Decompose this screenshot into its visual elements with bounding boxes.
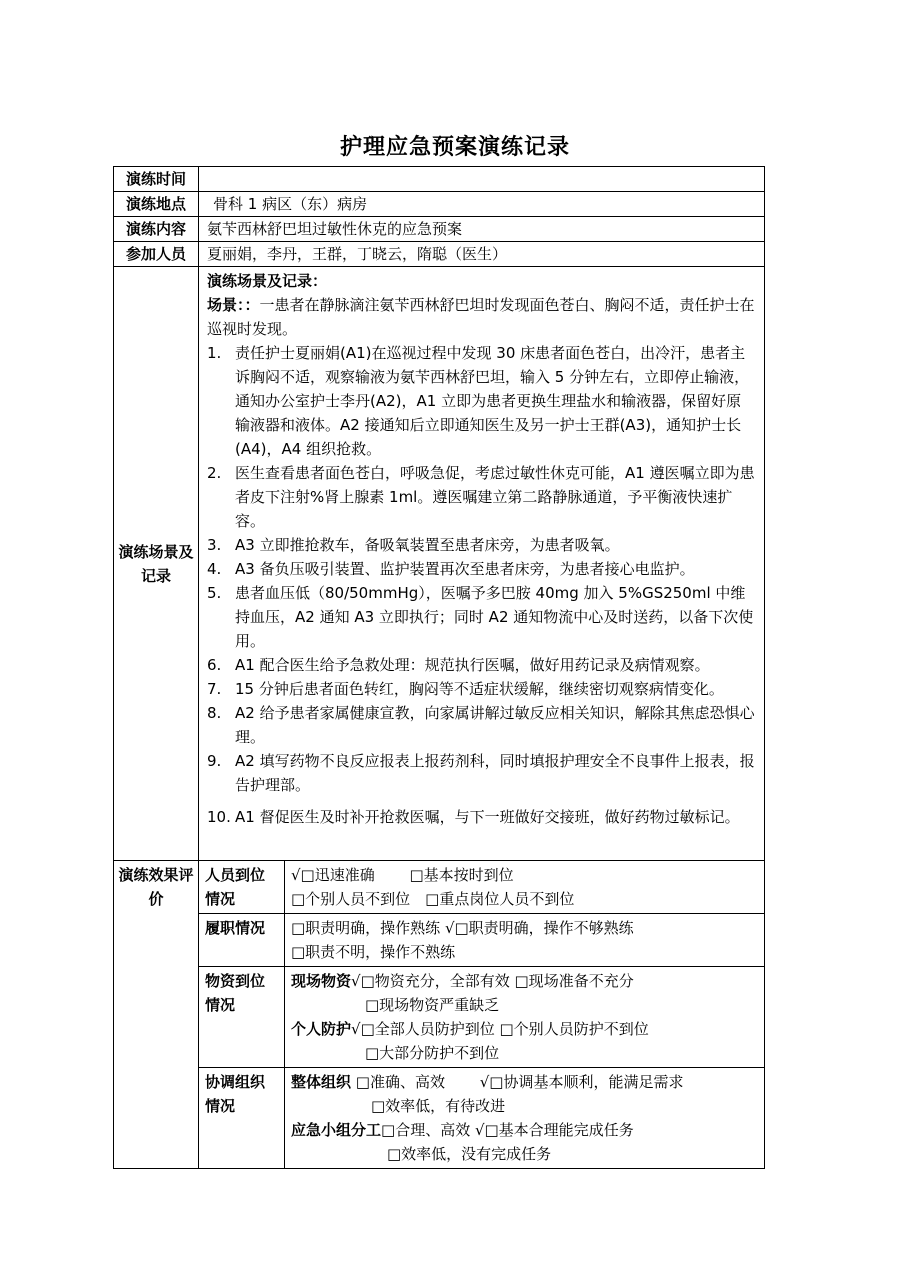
row-content — [114, 217, 765, 242]
step-number: 9. — [207, 752, 222, 770]
step-text: 责任护士夏丽娟(A1)在巡视过程中发现 30 床患者面色苍白，出冷汗，患者主诉胸闷不适，观察输液为氨苄西林舒巴坦，输入 5 分钟左右，立即停止输液，通知办公室护士李丹(A2)，A1 立即为患者更换生理盐水和输液器，保留好原输液器和液体。A2 接通知后立即通知医生及另一护士王群(A3)，通知护士长(A4)，A4 组织抢救。 — [235, 344, 750, 458]
step-text: A2 给予患者家属健康宣教，向家属讲解过敏反应相关知识，解除其焦虑恐惧心理。 — [235, 704, 755, 746]
step-number: 7. — [207, 680, 222, 698]
step-item — [207, 341, 756, 461]
personal-options-1: √□全部人员防护到位 □个别人员防护不到位 — [351, 1020, 649, 1038]
drill-record-table — [113, 166, 765, 1169]
step-item — [207, 581, 756, 653]
row-eval-duty — [114, 914, 765, 967]
step-item — [207, 749, 756, 797]
participants-label: 参加人员 — [114, 242, 199, 267]
content-value: 氨苄西林舒巴坦过敏性休克的应急预案 — [199, 217, 765, 242]
overall-options-1: □准确、高效 √□协调基本顺利，能满足需求 — [351, 1073, 684, 1091]
row-eval-staff — [114, 861, 765, 914]
team-options-2: □效率低，没有完成任务 — [387, 1145, 552, 1163]
step-number: 2. — [207, 464, 222, 482]
step-text: 患者血压低（80/50mmHg），医嘱予多巴胺 40mg 加入 5%GS250ml 中维持血压，A2 通知 A3 立即执行；同时 A2 通知物流中心及时送药，以备下次使用。 — [235, 584, 754, 650]
duty-label: 履职情况 — [199, 914, 285, 967]
step-text: A1 督促医生及时补开抢救医嘱，与下一班做好交接班，做好药物过敏标记。 — [235, 808, 740, 826]
time-label: 演练时间 — [114, 167, 199, 192]
staff-options-1: √□迅速准确 □基本按时到位 — [291, 866, 514, 884]
step-item — [207, 653, 756, 677]
staff-options-2: □个别人员不到位 □重点岗位人员不到位 — [291, 890, 575, 908]
duty-options-2: □职责不明，操作不熟练 — [291, 943, 456, 961]
staff-label: 人员到位情况 — [199, 861, 285, 914]
location-label: 演练地点 — [114, 192, 199, 217]
material-label: 物资到位情况 — [199, 967, 285, 1068]
onsite-label: 现场物资 — [291, 972, 352, 990]
steps-list — [207, 341, 756, 829]
personal-options-2: □大部分防护不到位 — [365, 1044, 500, 1062]
step-item — [207, 701, 756, 749]
step-number: 10. — [207, 808, 231, 826]
scene-label: 场景：： — [207, 296, 260, 314]
step-item — [207, 805, 756, 829]
step-number: 6. — [207, 656, 222, 674]
staff-content — [285, 861, 765, 914]
coordination-label: 协调组织情况 — [199, 1068, 285, 1169]
step-number: 4. — [207, 560, 222, 578]
scenario-heading: 演练场景及记录： — [207, 272, 328, 290]
scenario-content — [199, 267, 765, 861]
step-number: 8. — [207, 704, 222, 722]
row-scenario — [114, 267, 765, 861]
material-content — [285, 967, 765, 1068]
duty-options-1: □职责明确，操作熟练 √□职责明确，操作不够熟练 — [291, 919, 634, 937]
step-text: A2 填写药物不良反应报表上报药剂科，同时填报护理安全不良事件上报表，报告护理部。 — [235, 752, 755, 794]
onsite-options-1: √□物资充分，全部有效 □现场准备不充分 — [351, 972, 634, 990]
scene-paragraph — [207, 293, 756, 341]
personal-label: 个人防护 — [291, 1020, 352, 1038]
row-eval-material — [114, 967, 765, 1068]
step-text: A3 立即推抢救车，备吸氧装置至患者床旁，为患者吸氧。 — [235, 536, 620, 554]
row-participants — [114, 242, 765, 267]
step-text: A1 配合医生给予急救处理：规范执行医嘱，做好用药记录及病情观察。 — [235, 656, 710, 674]
team-label: 应急小组分工 — [291, 1121, 382, 1139]
team-options-1: □合理、高效 √□基本合理能完成任务 — [381, 1121, 634, 1139]
location-value: 骨科 1 病区（东）病房 — [199, 192, 765, 217]
duty-content — [285, 914, 765, 967]
time-value — [199, 167, 765, 192]
step-number: 3. — [207, 536, 222, 554]
evaluation-label: 演练效果评价 — [114, 861, 199, 1169]
scenario-label: 演练场景及记录 — [114, 267, 199, 861]
step-number: 1. — [207, 344, 222, 362]
overall-line-1 — [291, 1070, 758, 1094]
step-number: 5. — [207, 584, 222, 602]
coordination-content — [285, 1068, 765, 1169]
row-time — [114, 167, 765, 192]
overall-options-2: □效率低，有待改进 — [371, 1097, 506, 1115]
step-item — [207, 677, 756, 701]
team-line-1 — [291, 1118, 758, 1142]
step-text: A3 备负压吸引装置、监护装置再次至患者床旁，为患者接心电监护。 — [235, 560, 695, 578]
overall-label: 整体组织 — [291, 1073, 352, 1091]
onsite-options-2: □现场物资严重缺乏 — [365, 996, 500, 1014]
step-text: 医生查看患者面色苍白，呼吸急促，考虑过敏性休克可能，A1 遵医嘱立即为患者皮下注射%肾上腺素 1ml。遵医嘱建立第二路静脉通道，予平衡液快速扩容。 — [235, 464, 755, 530]
participants-value: 夏丽娟，李丹，王群，丁晓云，隋聪（医生） — [199, 242, 765, 267]
row-eval-coordination — [114, 1068, 765, 1169]
row-location — [114, 192, 765, 217]
page-title: 护理应急预案演练记录 — [339, 135, 570, 160]
step-item — [207, 533, 756, 557]
personal-line-1 — [291, 1017, 758, 1041]
onsite-line-1 — [291, 969, 758, 993]
step-text: 15 分钟后患者面色转红，胸闷等不适症状缓解，继续密切观察病情变化。 — [235, 680, 724, 698]
step-item — [207, 557, 756, 581]
scene-text: 一患者在静脉滴注氨苄西林舒巴坦时发现面色苍白、胸闷不适，责任护士在巡视时发现。 — [207, 296, 755, 338]
step-item — [207, 461, 756, 533]
content-label: 演练内容 — [114, 217, 199, 242]
